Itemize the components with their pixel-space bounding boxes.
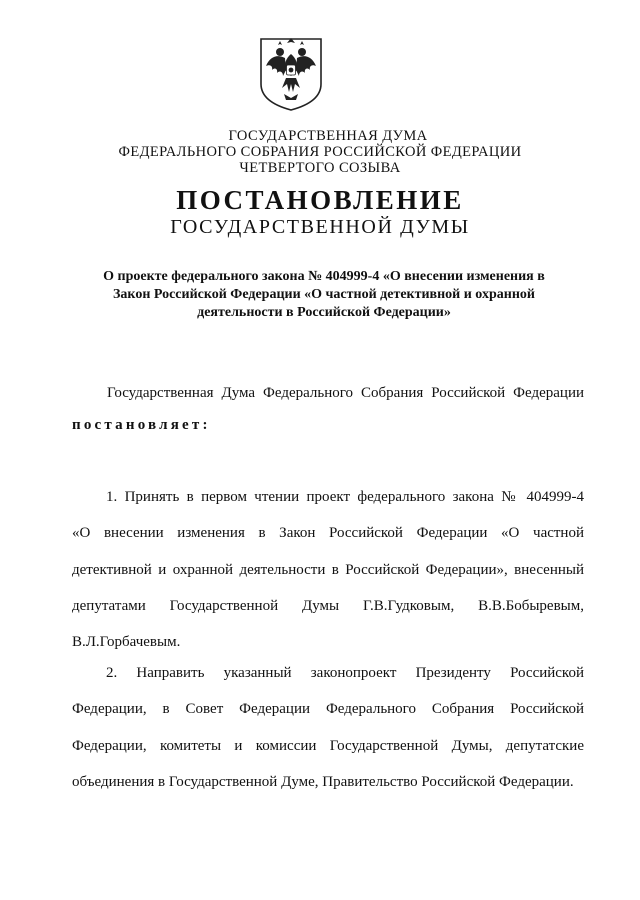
- coat-of-arms-emblem: [258, 36, 324, 112]
- parliament-name: ГОСУДАРСТВЕННАЯ ДУМА: [228, 128, 428, 144]
- title-line: деятельности в Российской Федерации»: [197, 305, 451, 320]
- paragraph-line: Федерации, в Совет Федерации Федерального Собрания Российской: [72, 701, 584, 717]
- document-type: ПОСТАНОВЛЕНИЕ: [176, 185, 464, 215]
- paragraph-line: 2. Направить указанный законопроект Президенту Российской: [106, 665, 584, 681]
- paragraph-line: депутатами Государственной Думы Г.В.Гудковым, В.В.Бобыревым,: [72, 598, 584, 614]
- document-issuer: ГОСУДАРСТВЕННОЙ ДУМЫ: [170, 216, 470, 238]
- resolves-word: постановляет:: [72, 417, 211, 433]
- paragraph-line: «О внесении изменения в Закон Российской Федерации «О частной: [72, 525, 584, 541]
- title-line: О проекте федерального закона № 404999-4 «О внесении изменения в: [103, 269, 545, 284]
- intro-text: Государственная Дума Федерального Собрания Российской Федерации: [107, 385, 584, 401]
- paragraph-line: Федерации, комитеты и комиссии Государственной Думы, депутатские: [72, 738, 584, 754]
- paragraph-line: 1. Принять в первом чтении проект федерального закона № 404999-4: [106, 489, 584, 505]
- title-line: Закон Российской Федерации «О частной детективной и охранной: [113, 287, 535, 302]
- assembly-name: ФЕДЕРАЛЬНОГО СОБРАНИЯ РОССИЙСКОЙ ФЕДЕРАЦИИ: [118, 144, 522, 160]
- paragraph-line: детективной и охранной деятельности в Российской Федерации», внесенный: [72, 562, 584, 578]
- convocation: ЧЕТВЕРТОГО СОЗЫВА: [239, 160, 401, 176]
- paragraph-line: В.Л.Горбачевым.: [72, 634, 181, 650]
- paragraph-line: объединения в Государственной Думе, Правительство Российской Федерации.: [72, 774, 574, 790]
- resolution-title: [84, 268, 564, 322]
